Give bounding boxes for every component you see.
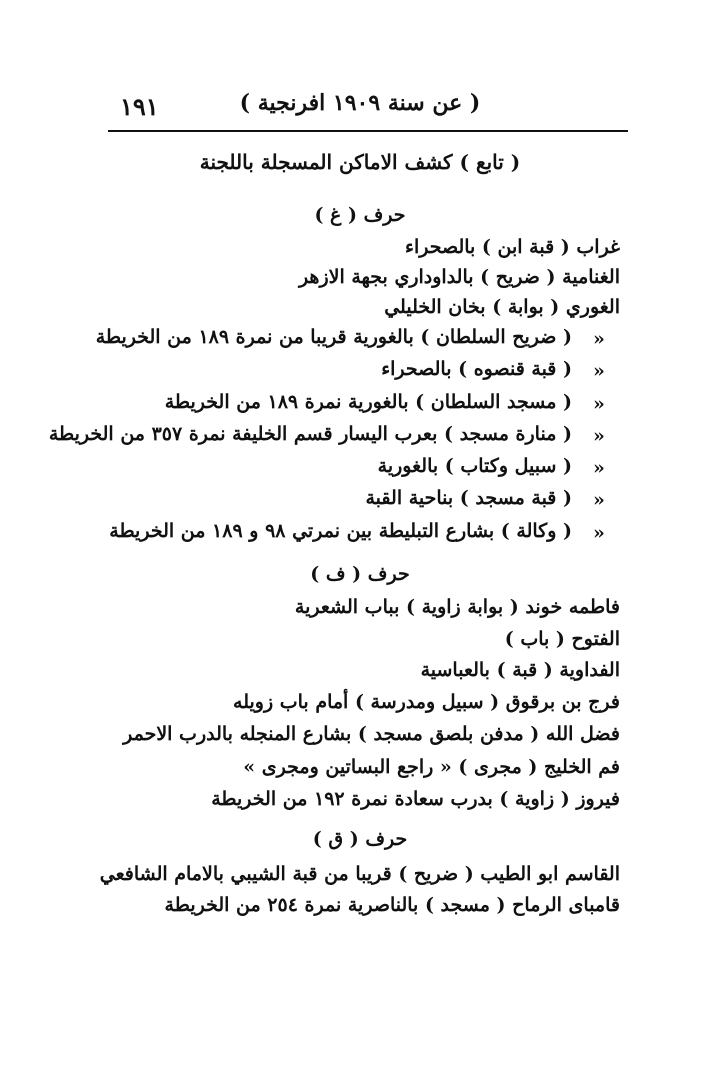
list-item: الفتوح ( باب ) [504,628,620,650]
list-item: ( ضريح السلطان ) بالغورية قريبا من نمرة ۱۸۹ من الخريطة [95,326,572,348]
list-item: فاطمه خوند ( بوابة زاوية ) بباب الشعرية [294,596,620,618]
list-item: ( مسجد السلطان ) بالغورية نمرة ۱۸۹ من الخريطة [164,391,572,413]
list-item: ( وكالة ) بشارع التبليطة بين نمرتي ۹۸ و ۱۸۹ من الخريطة [109,520,572,542]
page-number: ۱۹۱ [120,92,159,121]
ditto-mark: » [593,425,605,447]
list-item: ( قبة قنصوه ) بالصحراء [381,358,572,380]
ditto-mark: » [593,489,605,511]
running-header-title: ( عن سنة ۱۹۰۹ افرنجية ) [239,90,481,116]
section-heading-qaf: حرف ( ق ) [312,828,408,850]
list-title: ( تابع ) كشف الاماكن المسجلة باللجنة [199,150,521,174]
list-item: ( قبة مسجد ) بناحية القبة [365,487,572,509]
list-item: الغنامية ( ضريح ) بالداوداري بجهة الازهر [298,266,620,288]
list-item: فرج بن برقوق ( سبيل ومدرسة ) أمام باب زويله [233,691,620,713]
ditto-mark: » [593,457,605,479]
ditto-mark: » [593,393,605,415]
ditto-mark: » [593,328,605,350]
list-item: الغوري ( بوابة ) بخان الخليلي [384,296,620,318]
ditto-mark: » [593,360,605,382]
list-item: غراب ( قبة ابن ) بالصحراء [405,236,620,258]
list-item: الفداوية ( قبة ) بالعباسية [420,659,620,681]
ditto-mark: » [593,522,605,544]
list-item: ( سبيل وكتاب ) بالغورية [377,455,572,477]
list-item: فم الخليج ( مجرى ) « راجع البساتين ومجرى » [243,756,620,778]
list-item: ( منارة مسجد ) بعرب اليسار قسم الخليفة نمرة ۳٥۷ من الخريطة [48,423,572,445]
list-item: قامباى الرماح ( مسجد ) بالناصرية نمرة ۲٥٤ من الخريطة [164,894,620,916]
list-item: فضل الله ( مدفن بلصق مسجد ) بشارع المنجله بالدرب الاحمر [123,723,620,745]
list-item: القاسم ابو الطيب ( ضريح ) قريبا من قبة الشيبي بالامام الشافعي [99,863,620,885]
list-item: فيروز ( زاوية ) بدرب سعادة نمرة ۱۹۲ من الخريطة [211,788,620,810]
header-rule [108,130,628,132]
section-heading-fa: حرف ( ف ) [310,563,410,585]
section-heading-ghayn: حرف ( غ ) [314,204,406,226]
